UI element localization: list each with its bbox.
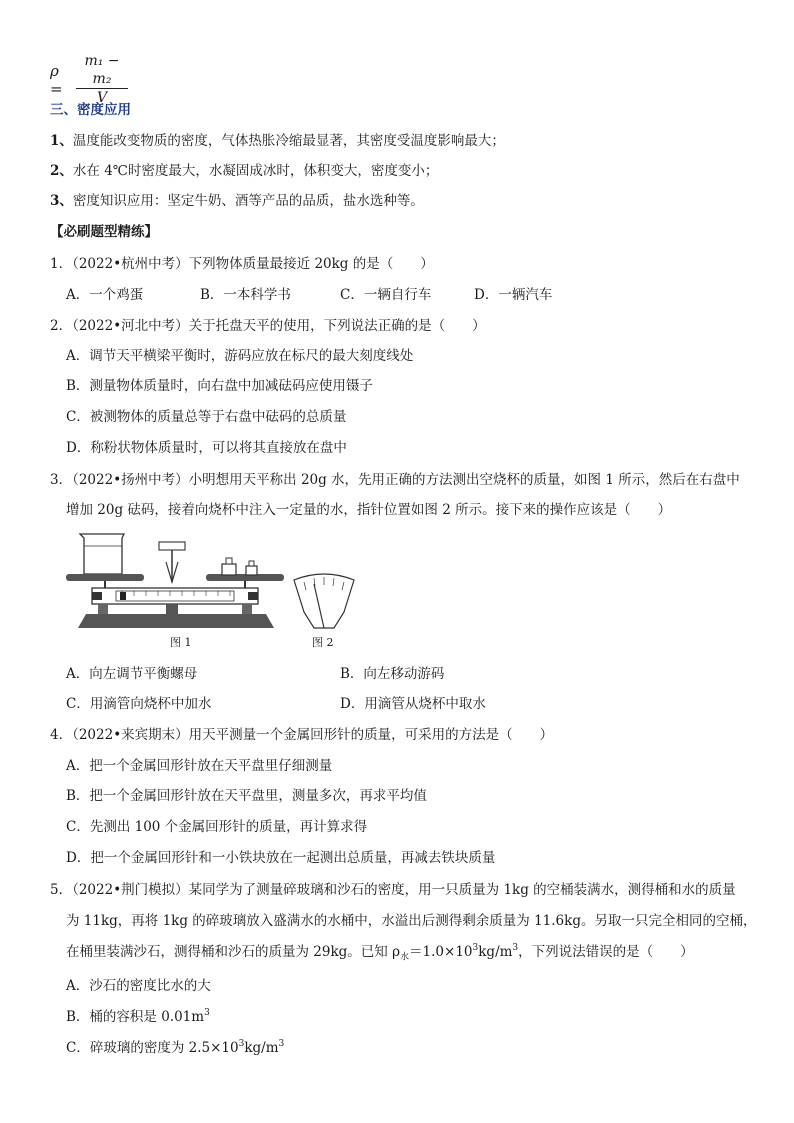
question-5-stem-line-2: 为 11kg，再将 1kg 的碎玻璃放入盛满水的水桶中，水溢出后测得剩余质量为 11.6kg。另取一只完全相同的空桶，	[66, 913, 757, 929]
q3-option-d: D．用滴管从烧杯中取水	[340, 696, 486, 712]
question-1-stem: 1．（2022•杭州中考）下列物体质量最接近 20kg 的是（ ）	[50, 256, 434, 272]
exponent: 3	[512, 943, 519, 953]
figure-1-caption: 图 1	[170, 636, 192, 649]
question-2-stem: 2．（2022•河北中考）关于托盘天平的使用，下列说法正确的是（ ）	[50, 318, 486, 334]
option-text: B．桶的容积是 0.01m	[66, 1009, 205, 1025]
q4-option-c: C．先测出 100 个金属回形针的质量，再计算求得	[66, 819, 368, 835]
exponent: 3	[238, 1039, 245, 1049]
section-item-3	[50, 191, 424, 211]
item-number: 3、	[50, 193, 73, 209]
formula-numerator: m₁ − m₂	[84, 53, 120, 87]
exponent: 3	[204, 1008, 210, 1018]
question-4-stem: 4．（2022•来宾期末）用天平测量一个金属回形针的质量，可采用的方法是（ ）	[50, 727, 554, 743]
stem-text: ，下列说法错误的是（ ）	[518, 944, 694, 960]
question-5-stem-line-3	[66, 942, 694, 962]
item-number: 2、	[50, 163, 73, 179]
exponent: 3	[472, 943, 479, 953]
q1-option-b: B．一本科学书	[200, 287, 291, 303]
q2-option-d: D．称粉状物体质量时，可以将其直接放在盘中	[66, 440, 347, 456]
q3-option-b: B．向左移动游码	[340, 666, 445, 682]
option-text: C．碎玻璃的密度为 2.5×10	[66, 1040, 239, 1056]
q4-option-a: A．把一个金属回形针放在天平盘里仔细测量	[66, 758, 333, 774]
stem-text: kg/m	[478, 944, 513, 960]
q2-option-a: A．调节天平横梁平衡时，游码应放在标尺的最大刻度线处	[66, 348, 414, 364]
formula-denominator: V	[96, 90, 108, 106]
q1-option-d: D．一辆汽车	[474, 287, 553, 303]
section-item-2	[50, 161, 438, 181]
option-text: kg/m	[244, 1040, 279, 1056]
figure-2-caption: 图 2	[312, 636, 334, 649]
stem-text: 在桶里装满沙石，测得桶和沙石的质量为 29kg。已知 ρ	[66, 944, 401, 960]
item-text: 密度知识应用：坚定牛奶、酒等产品的品质，盐水选种等。	[72, 193, 424, 209]
fraction-bar	[76, 88, 128, 89]
item-text: 温度能改变物质的密度，气体热胀冷缩最显著，其密度受温度影响最大；	[72, 133, 505, 149]
exponent: 3	[278, 1039, 285, 1049]
q3-option-c: C．用滴管向烧杯中加水	[66, 696, 212, 712]
question-3-stem-line-2: 增加 20g 砝码，接着向烧杯中注入一定量的水，指针位置如图 2 所示。接下来的操作应该是（ ）	[66, 502, 672, 518]
question-5-stem-line-1: 5．（2022•荆门模拟）某同学为了测量碎玻璃和沙石的密度，用一只质量为 1kg 的空桶装满水，测得桶和水的质量	[50, 882, 736, 898]
formula-lhs: ρ =	[50, 62, 63, 98]
q1-option-c: C．一辆自行车	[340, 287, 432, 303]
section-item-1	[50, 131, 505, 151]
q5-option-c	[66, 1038, 284, 1058]
question-3-stem-line-1: 3．（2022•扬州中考）小明想用天平称出 20g 水，先用正确的方法测出空烧杯的质量，如图 1 所示，然后在右盘中	[50, 472, 740, 488]
q5-option-b	[66, 1007, 210, 1027]
water-subscript: 水	[400, 952, 410, 963]
q4-option-d: D．把一个金属回形针和一小铁块放在一起测出总质量，再减去铁块质量	[66, 850, 496, 866]
practice-heading: 【必刷题型精练】	[50, 224, 158, 240]
q5-option-a: A．沙石的密度比水的大	[66, 978, 211, 994]
item-text: 水在 4℃时密度最大，水凝固成冰时，体积变大，密度变小；	[72, 163, 439, 179]
q2-option-b: B．测量物体质量时，向右盘中加减砝码应使用镊子	[66, 378, 373, 394]
item-number: 1、	[50, 133, 73, 149]
formula-fraction	[76, 52, 128, 106]
balance-figure	[62, 532, 372, 658]
q3-option-a: A．向左调节平衡螺母	[66, 666, 198, 682]
q4-option-b: B．把一个金属回形针放在天平盘里，测量多次，再求平均值	[66, 788, 427, 804]
section-heading: 三、密度应用	[50, 102, 131, 118]
stem-text: ＝1.0×10	[409, 944, 473, 960]
q1-option-a: A．一个鸡蛋	[66, 287, 144, 303]
q2-option-c: C．被测物体的质量总等于右盘中砝码的总质量	[66, 409, 347, 425]
